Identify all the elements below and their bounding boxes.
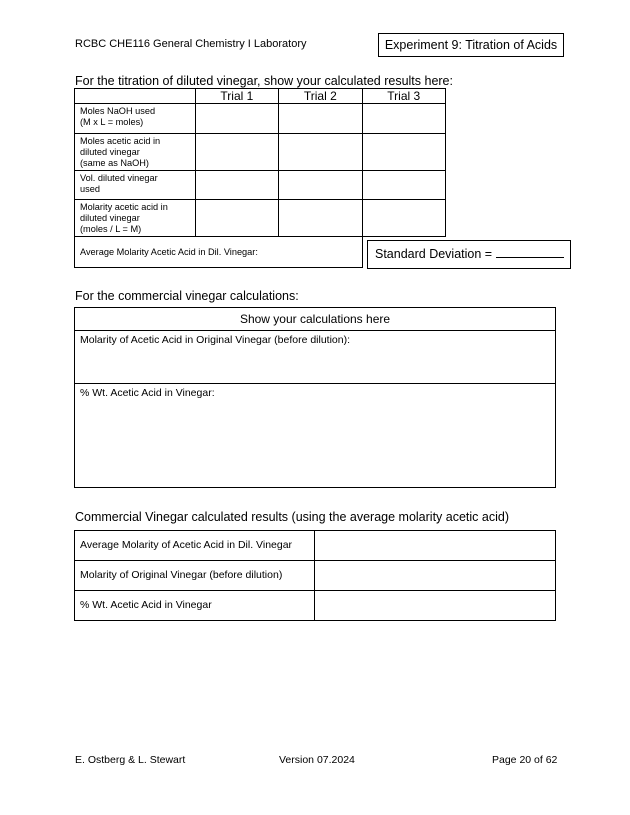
trials-table-header-row: [75, 89, 446, 104]
trial-3-input-cell[interactable]: [362, 200, 445, 237]
table-row: [75, 171, 446, 200]
trial-1-input-cell[interactable]: [195, 200, 278, 237]
trial-2-input-cell[interactable]: [279, 200, 362, 237]
table-row: [75, 591, 556, 621]
table-row: [75, 531, 556, 561]
trial-3-input-cell[interactable]: [362, 171, 445, 200]
header-trial-3: Trial 3: [362, 89, 445, 104]
row-label-line: Moles NaOH used: [80, 106, 156, 116]
row-label-moles-naoh: [75, 104, 196, 134]
row-label-line: (same as NaOH): [80, 158, 149, 168]
calculations-header-row: [75, 308, 556, 331]
result-label: Average Molarity of Acetic Acid in Dil. Vinegar: [75, 531, 315, 561]
trial-1-input-cell[interactable]: [195, 134, 278, 171]
row-label-line: diluted vinegar: [80, 213, 140, 223]
trial-3-input-cell[interactable]: [362, 134, 445, 171]
trial-3-input-cell[interactable]: [362, 104, 445, 134]
standard-deviation-box[interactable]: [367, 240, 571, 269]
result-input-cell[interactable]: [315, 591, 556, 621]
average-molarity-label[interactable]: Average Molarity Acetic Acid in Dil. Vinegar:: [75, 237, 363, 268]
trial-2-input-cell[interactable]: [279, 171, 362, 200]
footer-version: Version 07.2024: [279, 754, 355, 766]
result-label: % Wt. Acetic Acid in Vinegar: [75, 591, 315, 621]
standard-deviation-label: Standard Deviation =: [375, 247, 493, 261]
trial-1-input-cell[interactable]: [195, 171, 278, 200]
result-input-cell[interactable]: [315, 531, 556, 561]
footer-authors: E. Ostberg & L. Stewart: [75, 754, 186, 766]
header-trial-1: Trial 1: [195, 89, 278, 104]
calc-molarity-original[interactable]: Molarity of Acetic Acid in Original Vinegar (before dilution):: [75, 331, 556, 384]
calculations-header: Show your calculations here: [75, 308, 556, 331]
row-label-line: (moles / L = M): [80, 224, 142, 234]
trial-2-input-cell[interactable]: [279, 134, 362, 171]
row-label-molarity: [75, 200, 196, 237]
trial-2-input-cell[interactable]: [279, 104, 362, 134]
calculations-table: [74, 307, 556, 488]
footer-page-number: Page 20 of 62: [492, 754, 558, 766]
results-table: [74, 530, 556, 621]
result-label: Molarity of Original Vinegar (before dilution): [75, 561, 315, 591]
standard-deviation-blank[interactable]: [496, 244, 564, 258]
table-row: [75, 331, 556, 384]
section2-intro: For the commercial vinegar calculations:: [75, 289, 299, 303]
header-trial-2: Trial 2: [279, 89, 362, 104]
row-label-line: used: [80, 184, 100, 194]
trial-1-input-cell[interactable]: [195, 104, 278, 134]
row-label-volume: [75, 171, 196, 200]
table-row: [75, 134, 446, 171]
row-label-line: (M x L = moles): [80, 117, 144, 127]
row-label-moles-acetic: [75, 134, 196, 171]
table-row: [75, 384, 556, 488]
section1-intro: For the titration of diluted vinegar, show your calculated results here:: [75, 74, 453, 88]
row-label-line: diluted vinegar: [80, 147, 140, 157]
row-label-line: Molarity acetic acid in: [80, 202, 168, 212]
result-input-cell[interactable]: [315, 561, 556, 591]
table-row: [75, 200, 446, 237]
calc-percent-weight[interactable]: % Wt. Acetic Acid in Vinegar:: [75, 384, 556, 488]
table-row: [75, 104, 446, 134]
table-row: [75, 561, 556, 591]
row-label-line: Vol. diluted vinegar: [80, 173, 158, 183]
section3-intro: Commercial Vinegar calculated results (using the average molarity acetic acid): [75, 510, 509, 524]
header-blank-cell: [75, 89, 196, 104]
row-label-line: Moles acetic acid in: [80, 136, 161, 146]
course-title: RCBC CHE116 General Chemistry I Laboratory: [75, 38, 307, 50]
experiment-title-box: Experiment 9: Titration of Acids: [378, 33, 564, 57]
